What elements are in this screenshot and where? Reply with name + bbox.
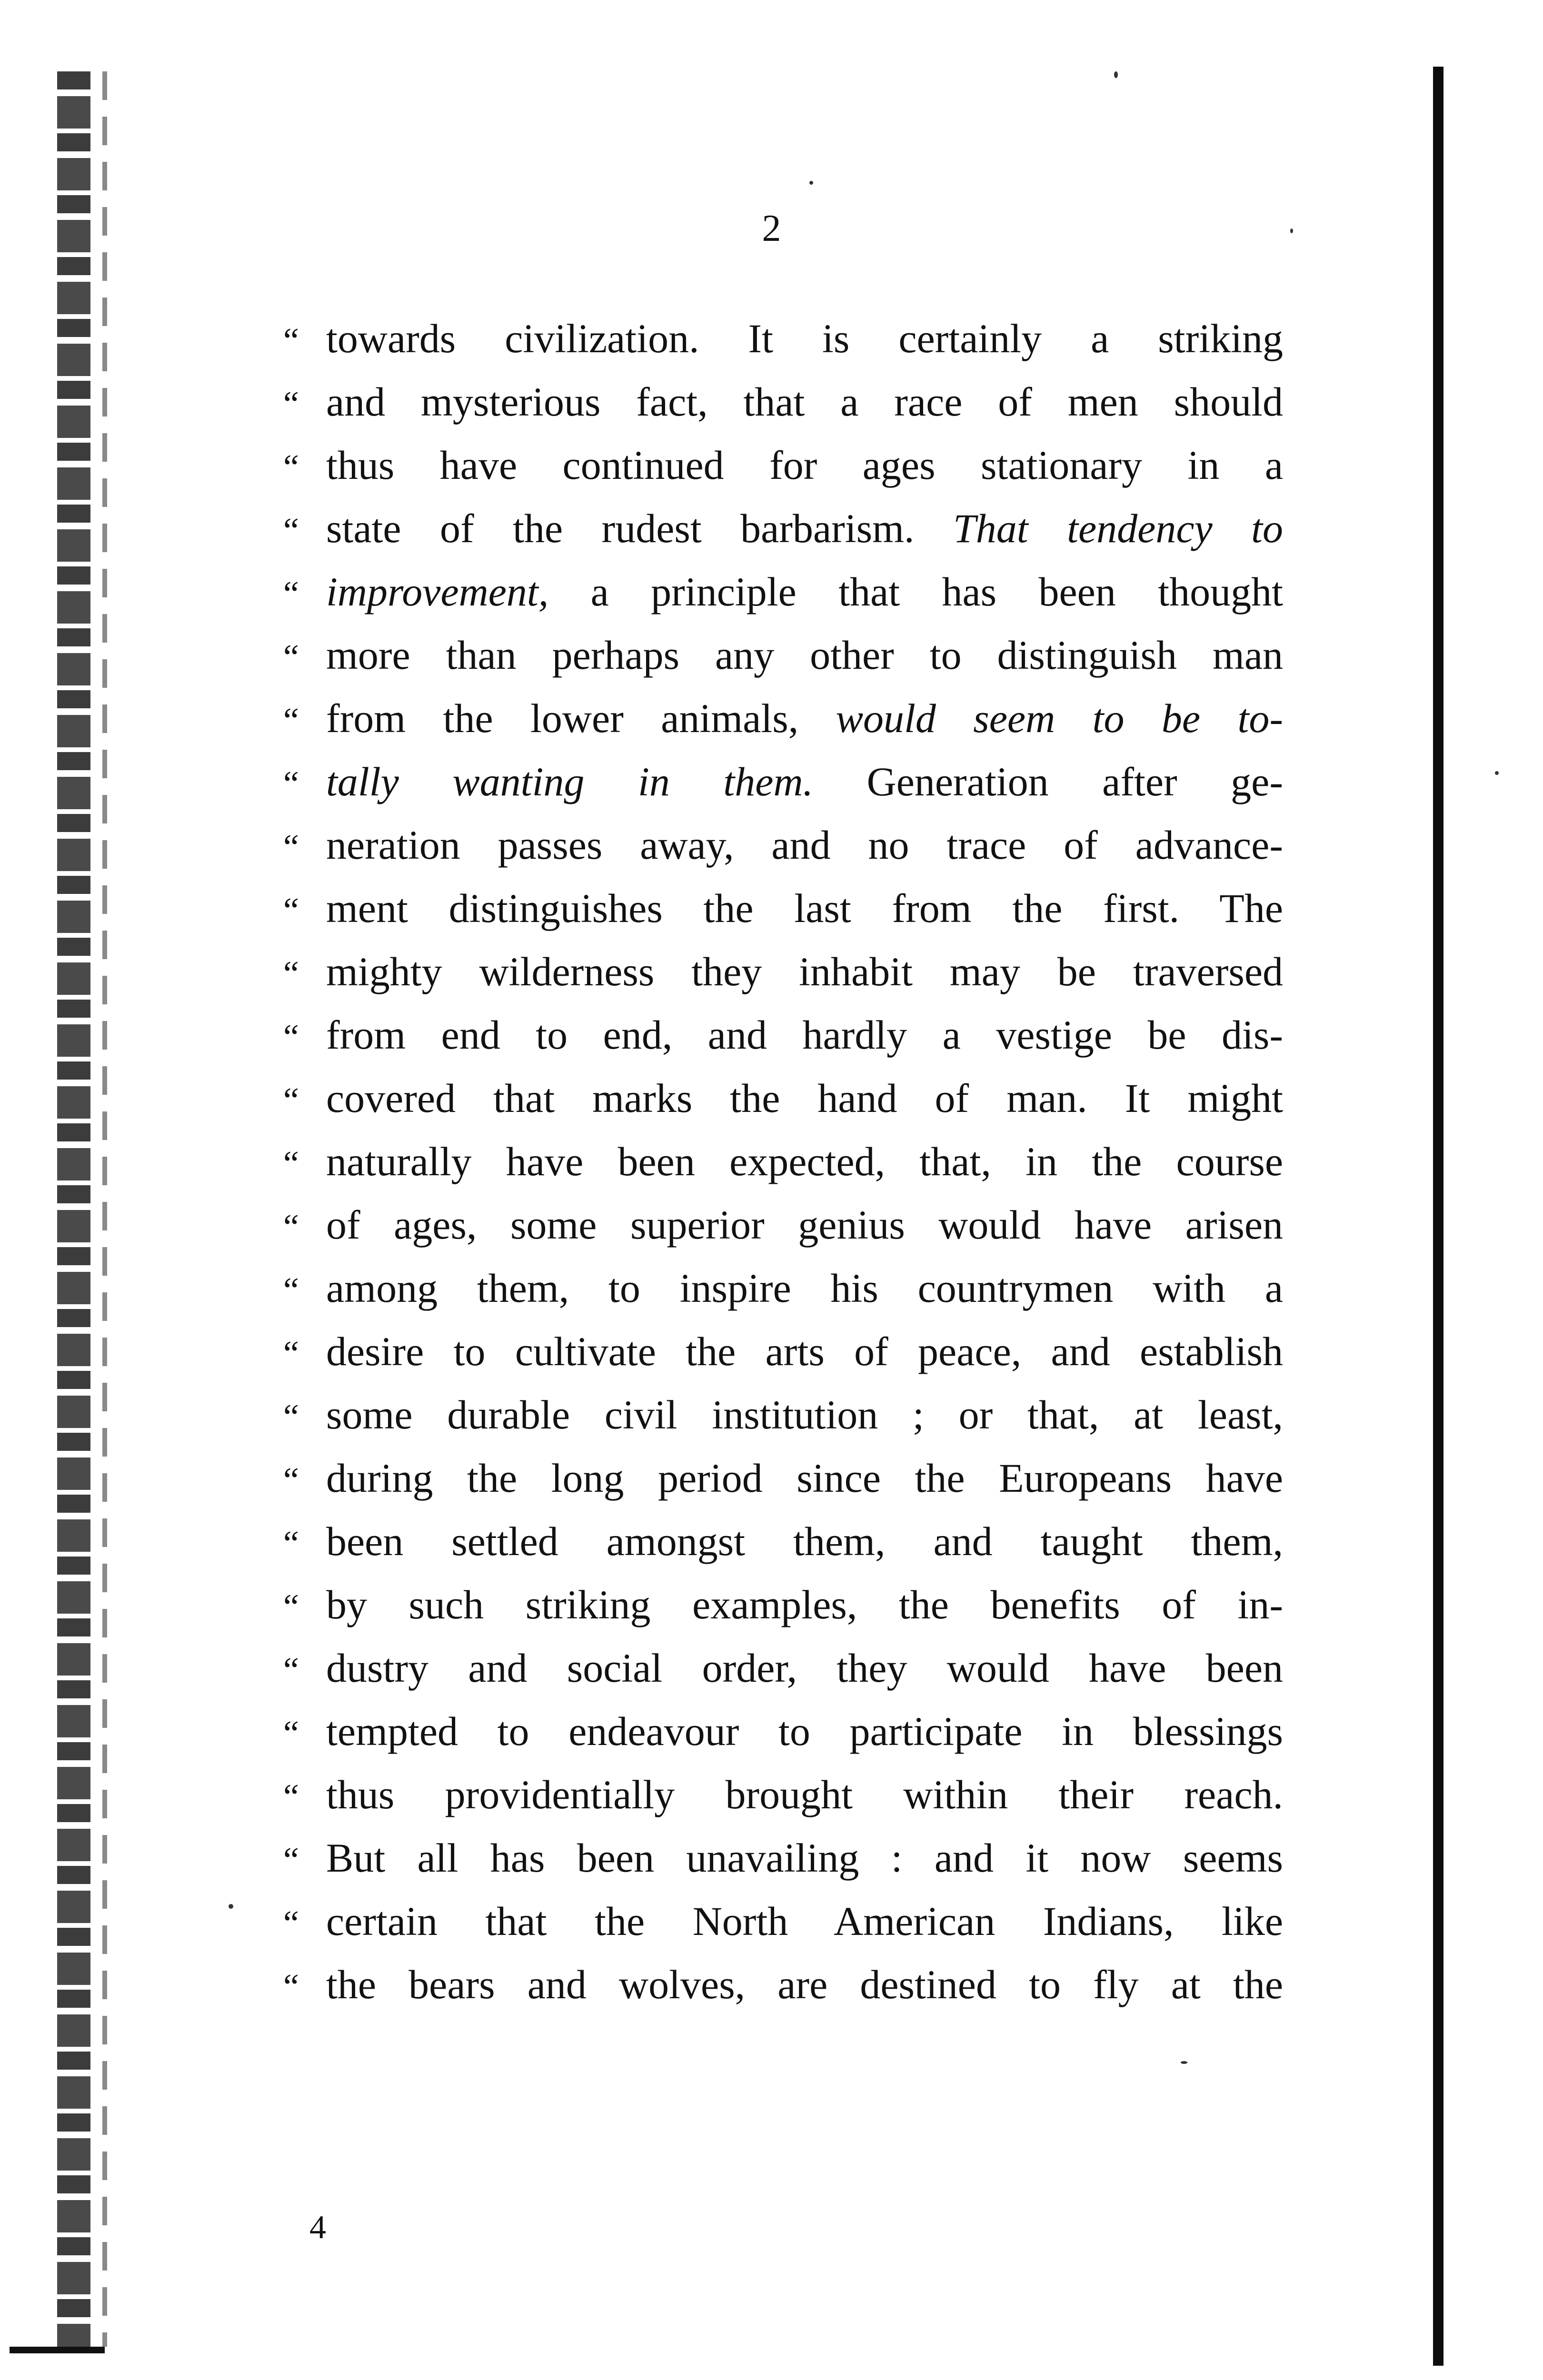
line-text: among them, to inspire his countrymen with a (326, 1265, 1283, 1311)
quote-mark: “ (283, 764, 299, 803)
page-number: 2 (762, 208, 781, 249)
line-text: desire to cultivate the arts of peace, and establish (326, 1329, 1283, 1374)
scan-speck (809, 181, 813, 185)
scan-speck (1495, 771, 1499, 775)
text-line (283, 750, 1283, 813)
quote-mark: “ (283, 1777, 299, 1816)
line-text: and mysterious fact, that a race of men should (326, 379, 1283, 425)
text-line (283, 370, 1283, 434)
text-line (283, 687, 1283, 750)
scan-edge-left (57, 71, 90, 2347)
line-text: neration passes away, and no trace of advance- (326, 822, 1283, 868)
scan-edge-left-thin (102, 71, 107, 2347)
text-line (283, 1573, 1283, 1636)
line-text: state of the rudest barbarism. That tendency to (326, 506, 1283, 551)
quote-mark: “ (283, 828, 299, 867)
line-text: the bears and wolves, are destined to fly at the (326, 1962, 1283, 2007)
italic-text: would seem to be to- (836, 695, 1283, 741)
quote-mark: “ (283, 1081, 299, 1120)
line-text: during the long period since the Europeans have (326, 1455, 1283, 1501)
scan-speck (1181, 2061, 1187, 2064)
italic-text: tally wanting in them. (326, 759, 814, 804)
text-line (283, 434, 1283, 497)
quote-mark: “ (283, 1144, 299, 1183)
scan-edge-right (1433, 67, 1443, 2366)
quote-mark: “ (283, 1904, 299, 1943)
line-text: tempted to endeavour to participate in blessings (326, 1708, 1283, 1754)
quote-mark: “ (283, 1208, 299, 1247)
quote-mark: “ (283, 891, 299, 930)
text-line (283, 497, 1283, 560)
footer-mark: 4 (309, 2209, 326, 2246)
italic-text: improvement, (326, 569, 549, 615)
text-line (283, 1447, 1283, 1510)
line-text: mighty wilderness they inhabit may be traversed (326, 949, 1283, 994)
scan-speck (1290, 228, 1293, 233)
line-text: towards civilization. It is certainly a striking (326, 316, 1283, 361)
quote-mark: “ (283, 575, 299, 614)
text-line (283, 813, 1283, 877)
text-line (283, 1636, 1283, 1700)
line-text: of ages, some superior genius would have arisen (326, 1202, 1283, 1248)
text-line (283, 1383, 1283, 1447)
line-text: certain that the North American Indians, like (326, 1898, 1283, 1944)
line-text: by such striking examples, the benefits of in- (326, 1582, 1283, 1627)
line-text: some durable civil institution ; or that, at least, (326, 1392, 1283, 1438)
quote-mark: “ (283, 1841, 299, 1880)
quote-mark: “ (283, 448, 299, 487)
text-line (283, 624, 1283, 687)
quote-mark: “ (283, 638, 299, 677)
text-line (283, 560, 1283, 624)
line-text: improvement, a principle that has been thought (326, 569, 1283, 615)
text-line (283, 1003, 1283, 1067)
text-line (283, 307, 1283, 370)
italic-text: That tendency to (953, 506, 1283, 551)
line-text: covered that marks the hand of man. It might (326, 1075, 1283, 1121)
line-text: thus have continued for ages stationary in a (326, 442, 1283, 488)
text-line (283, 1700, 1283, 1763)
quote-mark: “ (283, 1334, 299, 1373)
quote-mark: “ (283, 701, 299, 740)
line-text: naturally have been expected, that, in the course (326, 1139, 1283, 1184)
line-text: But all has been unavailing : and it now seems (326, 1835, 1283, 1881)
line-text: more than perhaps any other to distinguish man (326, 632, 1283, 678)
text-line (283, 1953, 1283, 2016)
quote-mark: “ (283, 1967, 299, 2006)
line-text: dustry and social order, they would have been (326, 1645, 1283, 1691)
line-text: tally wanting in them. Generation after ge- (326, 759, 1283, 804)
quote-mark: “ (283, 321, 299, 360)
quote-mark: “ (283, 1461, 299, 1500)
text-line (283, 1320, 1283, 1383)
text-line (283, 1763, 1283, 1826)
quote-mark: “ (283, 1587, 299, 1626)
text-line (283, 1067, 1283, 1130)
scan-speck (229, 1904, 233, 1909)
quote-mark: “ (283, 1651, 299, 1690)
text-line (283, 1193, 1283, 1257)
scan-edge-bottom (10, 2347, 105, 2353)
quote-mark: “ (283, 1398, 299, 1437)
quote-mark: “ (283, 385, 299, 424)
body-text (283, 307, 1283, 2016)
quote-mark: “ (283, 954, 299, 993)
line-text: ment distinguishes the last from the first. The (326, 885, 1283, 931)
quote-mark: “ (283, 1714, 299, 1753)
text-line (283, 1130, 1283, 1193)
text-line (283, 1826, 1283, 1890)
line-text: from the lower animals, would seem to be to- (326, 695, 1283, 741)
line-text: thus providentially brought within their reach. (326, 1772, 1283, 1817)
line-text: from end to end, and hardly a vestige be dis- (326, 1012, 1283, 1058)
text-line (283, 1257, 1283, 1320)
line-text: been settled amongst them, and taught them, (326, 1518, 1283, 1564)
text-line (283, 1510, 1283, 1573)
text-line (283, 1890, 1283, 1953)
quote-mark: “ (283, 1271, 299, 1310)
quote-mark: “ (283, 1018, 299, 1057)
scan-speck (1114, 71, 1118, 78)
text-line (283, 940, 1283, 1003)
quote-mark: “ (283, 1524, 299, 1563)
quote-mark: “ (283, 511, 299, 550)
text-line (283, 877, 1283, 940)
